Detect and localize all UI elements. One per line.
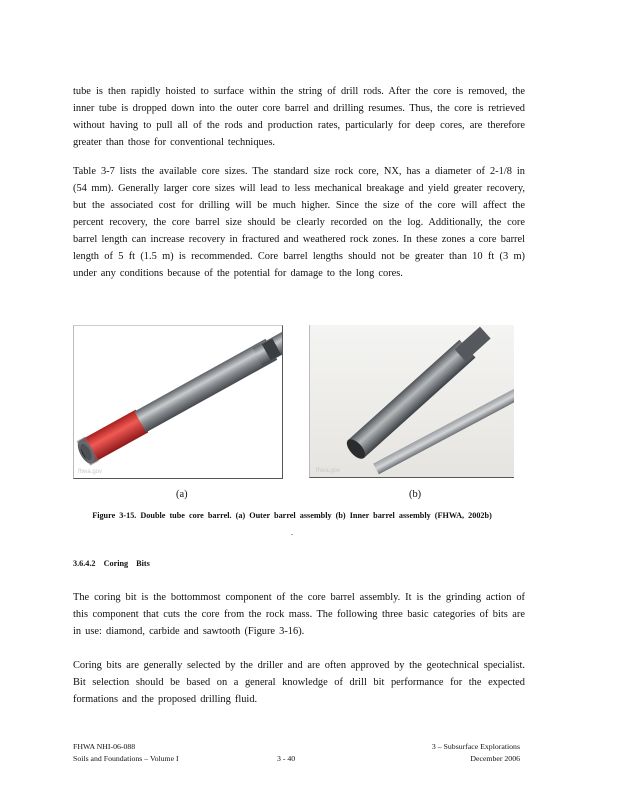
- footer-page-number: 3 - 40: [277, 754, 296, 763]
- photo-watermark: fhwa.gov: [78, 469, 103, 475]
- paragraph-core-retrieval: tube is then rapidly hoisted to surface within the string of drill rods. After the core is removed, the inner tube is dropped down into the outer core barrel and drilling resumes. Thus, the core is retrieved without having to pull all of the rods and production rates, particularly for deep cores, are therefore greater than those for conventional techniques.: [73, 86, 525, 148]
- footer-right: [410, 741, 520, 765]
- footer-left: [73, 741, 179, 765]
- outer-barrel-illustration: [74, 326, 282, 478]
- inner-barrel-illustration: [310, 325, 514, 477]
- photo-watermark: fhwa.gov: [316, 468, 341, 474]
- figure-label-b: (b): [409, 489, 422, 500]
- paragraph-bit-selection: Coring bits are generally selected by the driller and are often approved by the geotechnical specialist. Bit selection should be based on a general knowledge of drill bit performance for the expected formations and the proposed drilling fluid.: [73, 660, 525, 705]
- paragraph-coring-bit: The coring bit is the bottommost component of the core barrel assembly. It is the grinding action of this component that cuts the core from the rock mass. The following three basic categories of bits are in use: diamond, carbide and sawtooth (Figure 3-16).: [73, 592, 525, 637]
- figure-caption-text: Figure 3-15. Double tube core barrel. (a) Outer barrel assembly (b) Inner barrel assembly (FHWA, 2002b): [92, 511, 492, 520]
- figure-photo-inner-barrel: [309, 325, 514, 478]
- footer-date: December 2006: [470, 754, 520, 763]
- paragraph-core-sizes: Table 3-7 lists the available core sizes. The standard size rock core, NX, has a diameter of 2-1/8 in (54 mm). Generally larger core sizes will lead to less mechanical breakage and yield greater recovery, but the associated cost for drilling will be much higher. Since the size of the core will affect the percent recovery, the core barrel size should be clearly recorded on the log. Additionally, the core barrel length can increase recovery in fractured and weathered rock zones. In these zones a core barrel length of 5 ft (1.5 m) is recommended. Core barrel lengths should not be greater than 10 ft (3 m) under any conditions because of the potential for damage to the long cores.: [73, 166, 525, 279]
- section-heading: 3.6.4.2 Coring Bits: [73, 559, 150, 568]
- figure-caption: [90, 507, 494, 541]
- figure-caption-end: .: [290, 528, 294, 537]
- figure-photo-outer-barrel: [73, 325, 283, 479]
- figure-label-a: (a): [176, 489, 188, 500]
- footer-chapter: 3 – Subsurface Explorations: [431, 742, 520, 751]
- footer-doc-id: FHWA NHI-06-088: [73, 742, 136, 751]
- footer-doc-title: Soils and Foundations – Volume I: [73, 754, 179, 763]
